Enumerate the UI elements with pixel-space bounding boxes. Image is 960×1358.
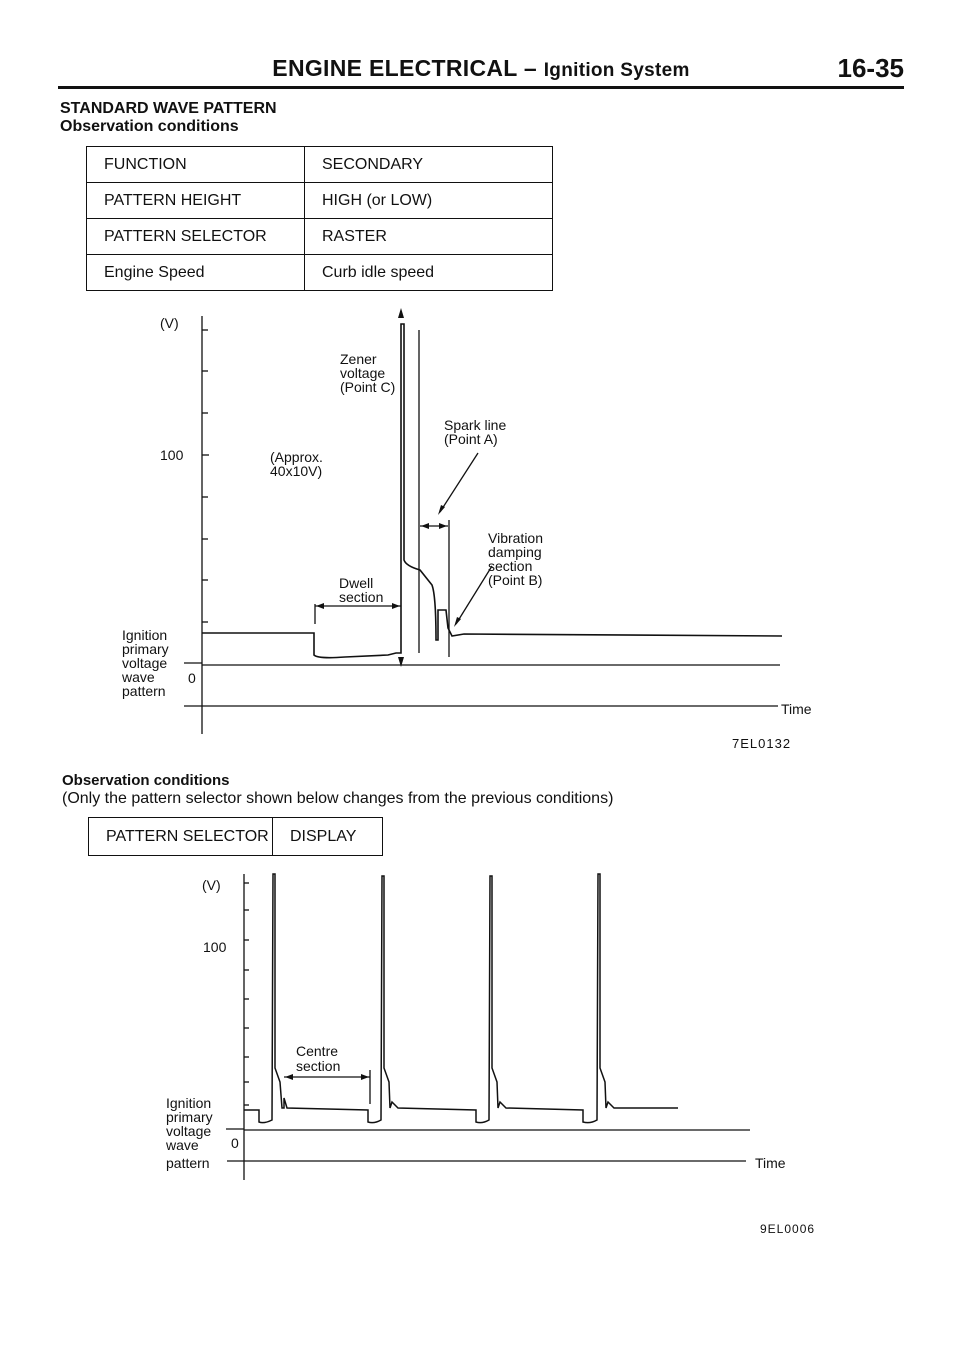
conditions-heading: Observation conditions (60, 118, 239, 135)
figure-code-2: 9EL0006 (760, 1222, 816, 1236)
conditions-table (86, 146, 553, 291)
header-separator: – (523, 55, 538, 81)
svg-text:40x10V): 40x10V) (270, 463, 323, 479)
condition-label: Engine Speed (87, 255, 305, 291)
ignition-waveform (202, 324, 782, 658)
spark-line-annotation (444, 417, 506, 447)
svg-text:(Point B): (Point B) (488, 572, 543, 588)
zener-voltage-annotation (340, 351, 395, 395)
ignition-waveform (244, 874, 678, 1123)
svg-text:pattern: pattern (122, 683, 166, 699)
condition-label: PATTERN HEIGHT (87, 183, 305, 219)
page-title (58, 55, 904, 82)
condition-value: SECONDARY (305, 147, 553, 183)
svg-text:(Point A): (Point A) (444, 431, 498, 447)
y-unit-label: (V) (202, 877, 221, 893)
condition-value: Curb idle speed (305, 255, 553, 291)
svg-text:section: section (488, 558, 533, 574)
svg-text:Ignition: Ignition (122, 627, 168, 643)
y-unit-label: (V) (160, 315, 179, 331)
condition-value: HIGH (or LOW) (305, 183, 553, 219)
svg-text:Spark line: Spark line (444, 417, 507, 433)
condition-label: PATTERN SELECTOR (89, 818, 273, 856)
y-tick-100: 100 (160, 447, 184, 463)
svg-text:wave: wave (122, 669, 155, 685)
page-number: 16-35 (837, 53, 904, 83)
standard-wave-pattern-figure (0, 300, 960, 740)
y-tick-0: 0 (231, 1135, 239, 1151)
arrow-up (398, 308, 404, 318)
condition-value: DISPLAY (273, 818, 383, 856)
y-tick-0: 0 (188, 670, 196, 686)
y-tick-100: 100 (203, 939, 227, 955)
vibration-damping-annotation (488, 530, 543, 588)
x-axis-label: Time (781, 701, 812, 717)
condition-label: FUNCTION (87, 147, 305, 183)
spark-line-leader (440, 453, 478, 512)
table-row (89, 818, 383, 856)
svg-text:Zener: Zener (340, 351, 377, 367)
y-axis-ticks (184, 330, 209, 663)
conditions-table-2 (88, 817, 383, 856)
table-row (87, 147, 553, 183)
conditions-heading-2: Observation conditions (62, 772, 230, 789)
page-header (58, 52, 904, 89)
svg-text:(Approx.: (Approx. (270, 449, 323, 465)
svg-text:primary: primary (166, 1109, 213, 1125)
svg-text:primary: primary (122, 641, 169, 657)
svg-text:section: section (296, 1058, 341, 1074)
table-row (87, 219, 553, 255)
table-row (87, 183, 553, 219)
y-axis-label (121, 627, 169, 699)
centre-section-annotation (296, 1043, 340, 1074)
svg-text:wave: wave (166, 1137, 199, 1153)
dwell-section-annotation (339, 575, 383, 605)
header-subtitle: Ignition System (543, 60, 690, 81)
svg-text:(Point C): (Point C) (340, 379, 396, 395)
svg-text:voltage: voltage (166, 1123, 212, 1139)
svg-text:Dwell: Dwell (339, 575, 374, 591)
svg-text:pattern: pattern (166, 1155, 210, 1171)
svg-text:Centre: Centre (296, 1043, 339, 1059)
y-axis-label (165, 1095, 213, 1171)
y-axis-ticks (226, 883, 249, 1129)
svg-text:section: section (339, 589, 384, 605)
svg-text:voltage: voltage (340, 365, 386, 381)
x-axis-label: Time (755, 1155, 786, 1171)
condition-value: RASTER (305, 219, 553, 255)
approx-annotation (270, 449, 323, 479)
section-title: STANDARD WAVE PATTERN (60, 100, 277, 117)
table-row (87, 255, 553, 291)
figure-code: 7EL0132 (732, 736, 792, 751)
condition-label: PATTERN SELECTOR (87, 219, 305, 255)
conditions-note: (Only the pattern selector shown below changes from the previous conditions) (62, 790, 614, 807)
svg-text:voltage: voltage (122, 655, 168, 671)
vibration-leader (456, 566, 492, 624)
svg-text:Vibration: Vibration (488, 530, 544, 546)
display-wave-pattern-figure (0, 860, 960, 1220)
svg-text:damping: damping (488, 544, 542, 560)
header-title-main: ENGINE ELECTRICAL (272, 55, 518, 81)
svg-text:Ignition: Ignition (166, 1095, 212, 1111)
